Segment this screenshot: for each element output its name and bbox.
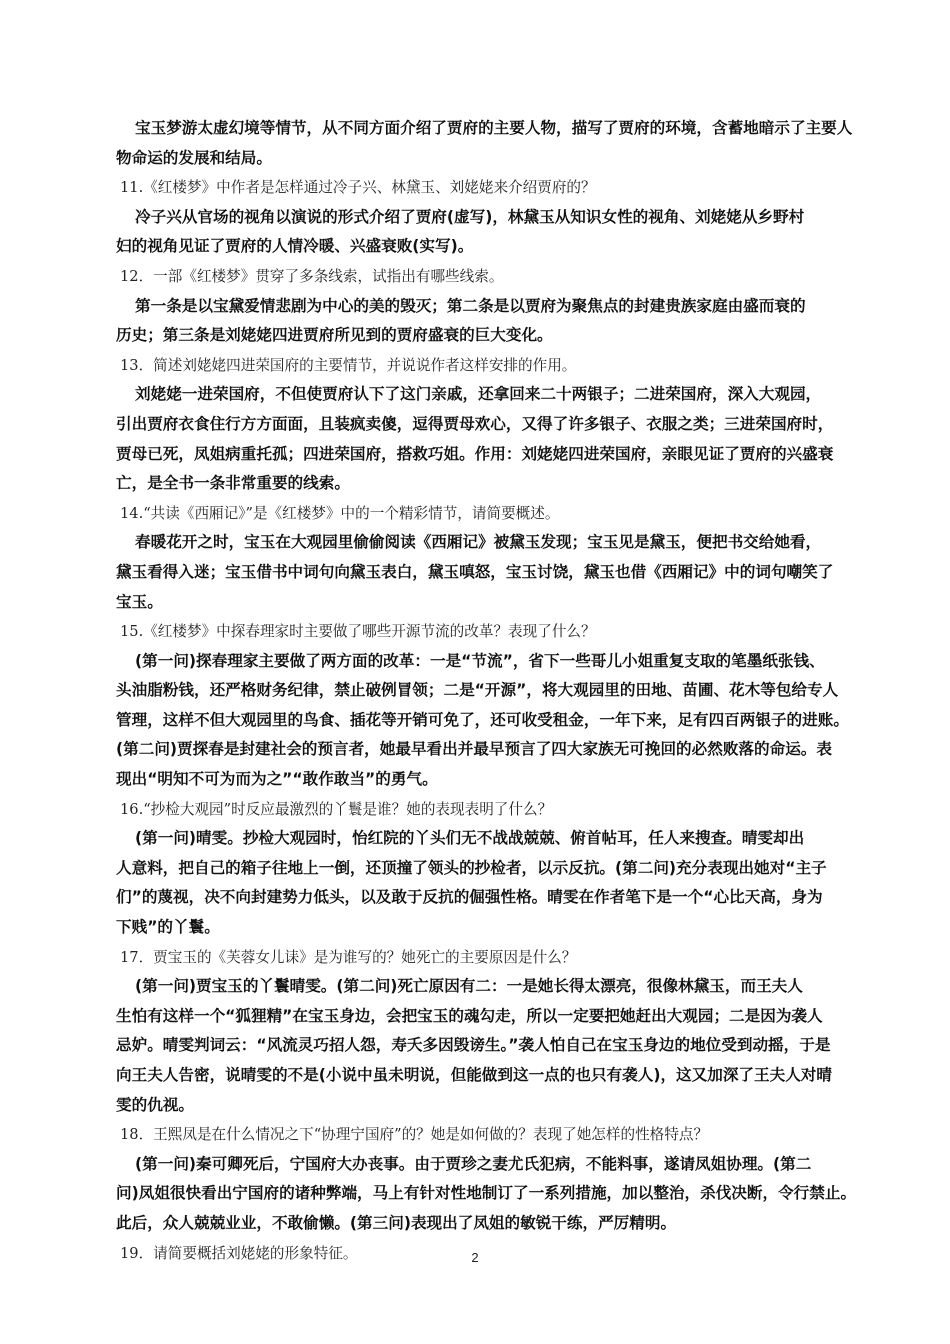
answer-line: 头油脂粉钱，还严格财务纪律，禁止破例冒领；二是“开源”，将大观园里的田地、苗圃、花木等包给专人 [116,681,839,700]
answer-line: 生怕有这样一个“狐狸精”在宝玉身边，会把宝玉的魂勾走，所以一定要把她赶出大观园；二是因为袭人 [116,1006,823,1025]
answer-line: 此后，众人兢兢业业，不敢偷懒。(第三问)表现出了凤姐的敏锐干练，严厉精明。 [116,1213,677,1232]
question-line: 16.“抄检大观园”时反应最激烈的丫鬟是谁？她的表现表明了什么？ [120,800,553,818]
question-line: 12．一部《红楼梦》贯穿了多条线索，试指出有哪些线索。 [120,267,504,285]
answer-line: 物命运的发展和结局。 [116,148,272,167]
question-line: 11.《红楼梦》中作者是怎样通过冷子兴、林黛玉、刘姥姥来介绍贾府的？ [120,179,596,197]
answer-line: 亡，是全书一条非常重要的线索。 [116,474,350,493]
answer-line: 现出“明知不可为而为之”“敢作敢当”的勇气。 [116,770,438,789]
answer-line: 雯的仇视。 [116,1095,194,1114]
question-line: 15.《红楼梦》中探春理家时主要做了哪些开源节流的改革？表现了什么？ [120,623,596,641]
answer-line: 人意料，把自己的箱子往地上一倒，还顶撞了领头的抄检者，以示反抗。(第二问)充分表现出她对“主子 [116,858,827,877]
answer-line: 贾母已死，凤姐病重托孤；四进荣国府，搭救巧姐。作用：刘姥姥四进荣国府，亲眼见证了贾府的兴盛衰 [116,444,834,463]
answer-line: 们”的蔑视，决不向封建势力低头，以及敢于反抗的倔强性格。晴雯在作者笔下是一个“心比天高，身为 [116,888,823,907]
answer-line: (第一问)探春理家主要做了两方面的改革：一是“节流”，省下一些哥儿小姐重复支取的笔墨纸张钱、 [135,651,825,670]
answer-line: 宝玉梦游太虚幻境等情节，从不同方面介绍了贾府的主要人物，描写了贾府的环境，含蓄地暗示了主要人 [135,119,853,137]
answer-line: 历史；第三条是刘姥姥四进贾府所见到的贾府盛衰的巨大变化。 [116,326,553,345]
answer-line: 向王夫人告密，说晴雯的不是(小说中虽未明说，但能做到这一点的也只有袭人)，这又加深了王夫人对晴 [116,1066,832,1084]
page-number: 2 [471,1250,479,1265]
answer-line: 管理，这样不但大观园里的鸟食、插花等开销可免了，还可收受租金，一年下来，足有四百两银子的进账。 [116,710,849,729]
answer-line: 引出贾府衣食住行方方面面，且装疯卖傻，逗得贾母欢心，又得了许多银子、衣服之类；三进荣国府时， [116,414,834,433]
answer-line: (第一问)贾宝玉的丫鬟晴雯。(第二问)死亡原因有二：一是她长得太漂亮，很像林黛玉，而王夫人 [135,977,803,996]
answer-line: 黛玉看得入迷；宝玉借书中词句向黛玉表白，黛玉嗔怒，宝玉讨饶，黛玉也借《西厢记》中的词句嘲笑了 [116,562,834,581]
question-line: 18．王熙凤是在什么情况之下“协理宁国府”的？她是如何做的？表现了她怎样的性格特点？ [120,1126,709,1144]
question-line: 14.“共读《西厢记》”是《红楼梦》中的一个精彩情节，请简要概述。 [120,504,560,522]
answer-line: 下贱”的丫鬟。 [116,918,220,937]
question-line: 19．请简要概括刘姥姥的形象特征。 [120,1244,358,1262]
answer-line: 忌妒。晴雯判词云：“风流灵巧招人怨，寿夭多因毁谤生。”袭人怕自己在宝玉身边的地位受到动摇，于是 [116,1036,831,1055]
question-line: 17．贾宝玉的《芙蓉女儿诔》是为谁写的？她死亡的主要原因是什么？ [120,948,577,966]
answer-line: 妇的视角见证了贾府的人情冷暖、兴盛衰败(实写)。 [116,237,474,256]
answer-line: 刘姥姥一进荣国府，不但使贾府认下了这门亲戚，还拿回来二十两银子；二进荣国府，深入大观园， [135,385,822,404]
document-body [116,114,866,1268]
answer-line: 冷子兴从官场的视角以演说的形式介绍了贾府(虚写)，林黛玉从知识女性的视角、刘姥姥从乡野村 [135,207,805,226]
answer-line: (第一问)晴雯。抄检大观园时，怡红院的丫头们无不战战兢兢、俯首帖耳，任人来搜查。晴雯却出 [135,829,805,848]
answer-line: 第一条是以宝黛爱情悲剧为中心的美的毁灭；第二条是以贾府为聚焦点的封建贵族家庭由盛而衰的 [135,296,806,315]
answer-line: 宝玉。 [116,592,163,611]
answer-line: 问)凤姐很快看出宁国府的诸种弊端，马上有针对性地制订了一系列措施，加以整治，杀伐决断，令行禁止。 [116,1184,857,1203]
question-line: 13．简述刘姥姥四进荣国府的主要情节，并说说作者这样安排的作用。 [120,356,577,374]
answer-line: (第二问)贾探春是封建社会的预言者，她最早看出并最早预言了四大家族无可挽回的必然败落的命运。表 [116,740,832,759]
answer-line: 春暖花开之时，宝玉在大观园里偷偷阅读《西厢记》被黛玉发现；宝玉见是黛玉，便把书交给她看， [135,533,822,552]
answer-line: (第一问)秦可卿死后，宁国府大办丧事。由于贾珍之妻尤氏犯病，不能料事，遂请凤姐协理。(第二 [135,1154,812,1173]
